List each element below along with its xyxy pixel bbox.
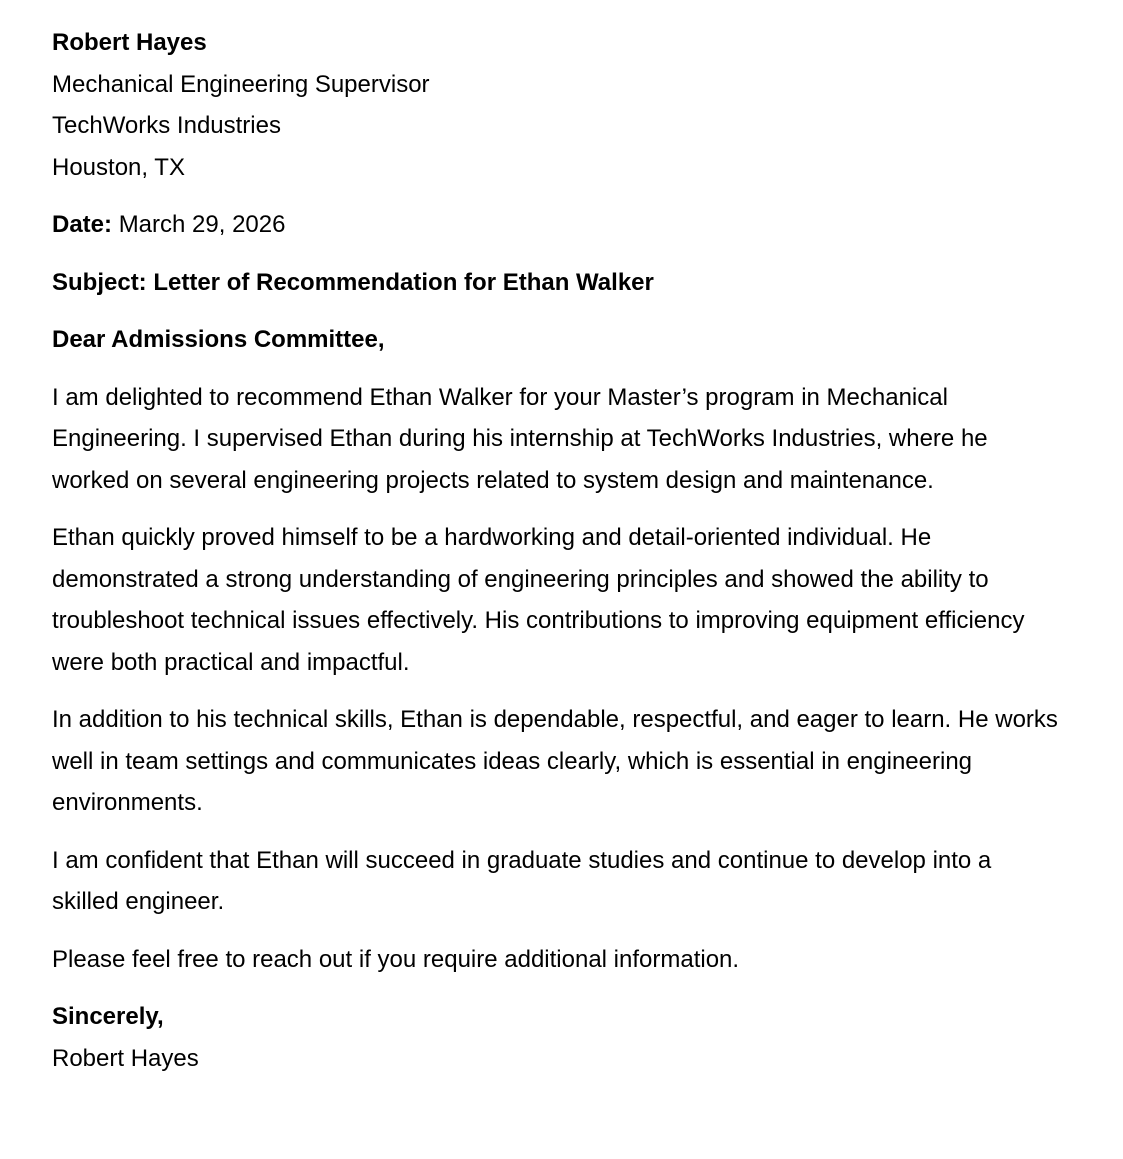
sender-name: Robert Hayes xyxy=(52,29,207,56)
sender-location: Houston, TX xyxy=(52,153,185,181)
sender-block xyxy=(52,22,1092,188)
date-line: Date: March 29, 2026 xyxy=(52,211,286,238)
paragraph: I am confident that Ethan will succeed in graduate studies and continue to develop into a skilled engineer. xyxy=(52,846,992,915)
salutation: Dear Admissions Committee, xyxy=(52,326,385,353)
signature: Robert Hayes xyxy=(52,1044,199,1072)
paragraph: Ethan quickly proved himself to be a hardworking and detail-oriented individual. He demonstrated a strong understanding of engineering principles and showed the ability to troubleshoot technical issues effectively. His contributions to improving equipment efficiency were both practical and impactful. xyxy=(52,524,1025,676)
closing: Sincerely, xyxy=(52,1003,164,1030)
letter xyxy=(52,22,1092,1079)
sender-company: TechWorks Industries xyxy=(52,112,281,139)
paragraph: I am delighted to recommend Ethan Walker for your Master’s program in Mechanical Engineering. I supervised Ethan during his internship at TechWorks Industries, where he worked on several engineering projects related to system design and maintenance. xyxy=(52,383,988,494)
paragraph: In addition to his technical skills, Ethan is dependable, respectful, and eager to learn. He works well in team settings and communicates ideas clearly, which is essential in engineering environments. xyxy=(52,706,1058,816)
paragraph: Please feel free to reach out if you require additional information. xyxy=(52,945,740,973)
sender-title: Mechanical Engineering Supervisor xyxy=(52,70,430,98)
subject-line: Subject: Letter of Recommendation for Ethan Walker xyxy=(52,268,654,296)
